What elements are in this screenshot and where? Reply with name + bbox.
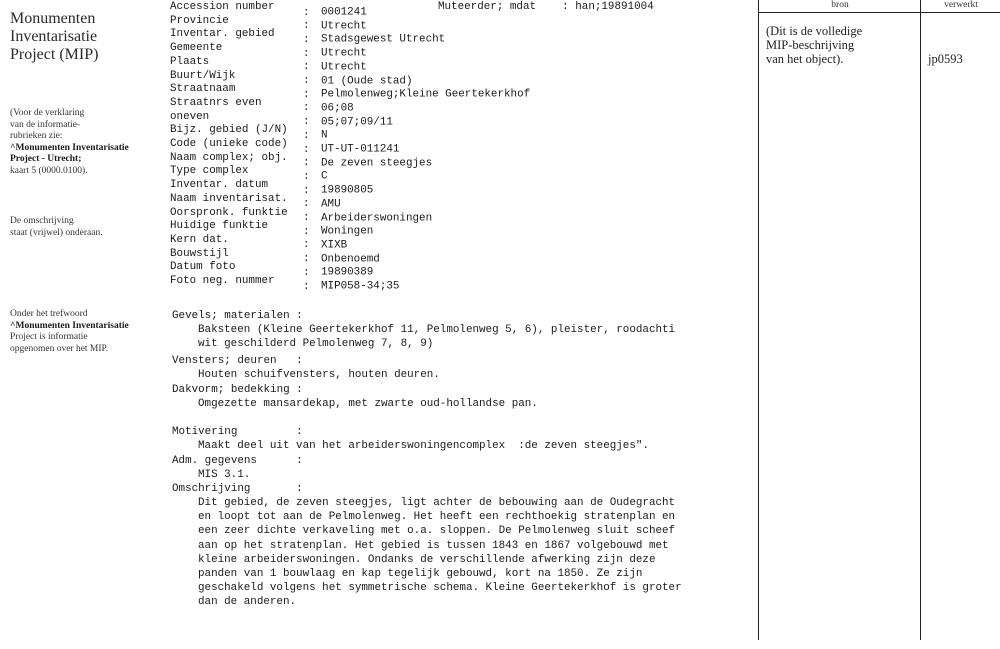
field-colon: :: [303, 212, 310, 224]
field-label: Accession number: [170, 1, 275, 13]
field-label: Type complex: [170, 165, 249, 178]
field-colon: :: [303, 20, 310, 33]
field-label: Bijz. gebied (J/N): [170, 124, 288, 137]
record-body: [170, 0, 755, 649]
field-row: [170, 275, 399, 294]
field-label: Inventar. datum: [170, 179, 269, 192]
field-value: UT-UT-011241: [321, 143, 400, 156]
field-label: Bouwstijl: [170, 247, 229, 260]
field-value: Woningen: [321, 225, 374, 238]
motivering-line: Maakt deel uit van het arbeiderswoningencomplex :de zeven steegjes".: [198, 440, 649, 452]
field-value: XIXB: [321, 239, 348, 252]
verwerkt-column-header: verwerkt: [944, 0, 978, 10]
adm-line: MIS 3.1.: [198, 469, 251, 481]
field-value: Utrecht: [321, 47, 367, 60]
keyword-note: [10, 309, 160, 355]
adm-heading: Adm. gegevens :: [172, 455, 303, 467]
omschrijving-line: Dit gebied, de zeven steegjes, ligt achter de bebouwing aan de Oudegracht: [198, 497, 676, 509]
note-line: De omschrijving: [10, 216, 74, 226]
field-value: 19890805: [321, 184, 374, 197]
field-colon: :: [303, 225, 310, 238]
gevels-line: Baksteen (Kleine Geertekerkhof 11, Pelmolenweg 5, 6), pleister, roodachti: [198, 324, 676, 336]
description-note: [10, 216, 160, 239]
field-label: Buurt/Wijk: [170, 69, 236, 82]
field-colon: :: [303, 170, 310, 183]
bron-line: MIP-beschrijving: [766, 38, 855, 52]
bron-text: [766, 24, 916, 66]
verwerkt-code: jp0593: [928, 52, 963, 66]
dakvorm-line: Omgezette mansardekap, met zwarte oud-hollandse pan.: [198, 398, 538, 410]
bron-line: (Dit is de volledige: [766, 24, 863, 38]
note-line: kaart 5 (0000.0100).: [10, 165, 88, 176]
field-label: Kern dat.: [170, 233, 229, 246]
field-colon: :: [303, 102, 310, 115]
field-label: Foto neg. nummer: [170, 275, 275, 287]
field-label: Gemeente: [170, 42, 223, 55]
field-label: Code (unieke code): [170, 138, 288, 150]
dakvorm-heading: Dakvorm; bedekking :: [172, 384, 303, 396]
omschrijving-line: aan op het stratenplan. Het gebied is tussen 1843 en 1867 volgebouwd met: [198, 539, 669, 552]
field-colon: :: [303, 157, 310, 170]
field-colon: :: [303, 143, 310, 156]
field-colon: :: [303, 47, 310, 60]
field-value: Pelmolenweg;Kleine Geertekerkhof: [321, 88, 531, 101]
field-label: Straatnaam: [170, 83, 236, 96]
field-label: Inventar. gebied: [170, 28, 275, 41]
field-colon: :: [303, 266, 310, 279]
field-colon: :: [303, 75, 310, 87]
field-value: Onbenoemd: [321, 253, 380, 266]
vensters-line: Houten schuifvensters, houten deuren.: [198, 369, 440, 381]
omschrijving-line: panden van 1 bouwlaag en kap tegelijk gebouwd, kort na 1850. Ze zijn: [198, 568, 643, 580]
field-label: oneven: [170, 110, 210, 123]
field-label: Huidige funktie: [170, 220, 269, 233]
field-value: C: [321, 170, 328, 183]
field-value: MIP058-34;35: [321, 280, 400, 293]
column-divider: [758, 0, 759, 640]
note-line: opgenomen over het MIP.: [10, 343, 109, 354]
omschrijving-line: dan de anderen.: [198, 596, 297, 609]
motivering-heading: Motivering :: [172, 426, 303, 438]
bron-column-header: bron: [831, 0, 849, 10]
note-line-bold: Project - Utrecht;: [10, 154, 82, 164]
field-label: Straatnrs even: [170, 96, 262, 109]
field-colon: :: [303, 184, 310, 197]
note-line-bold: ^Monumenten Inventarisatie: [10, 320, 129, 331]
note-line: Project is informatie: [10, 332, 88, 342]
omschrijving-line: en loopt tot aan de Pelmolenweg. Het heeft een rechthoekig stratenplan en: [198, 511, 676, 524]
field-value: AMU: [321, 198, 341, 211]
vensters-heading: Vensters; deuren :: [172, 355, 303, 367]
field-label: Naam inventarisat.: [170, 192, 288, 205]
field-colon: :: [303, 33, 310, 46]
note-line: (Voor de verklaring: [10, 108, 85, 118]
field-colon: :: [303, 61, 310, 74]
field-colon: :: [303, 280, 310, 293]
field-value: 06;08: [321, 102, 354, 115]
title-line-2: Inventarisatie: [10, 28, 98, 45]
field-value: 0001241: [321, 6, 367, 19]
field-value: Stadsgewest Utrecht: [321, 33, 446, 46]
field-colon: :: [303, 116, 310, 129]
column-divider: [920, 0, 921, 640]
field-label: Plaats: [170, 55, 210, 68]
gevels-heading: Gevels; materialen :: [172, 310, 303, 322]
field-colon: :: [303, 6, 310, 19]
field-value: 01 (Oude stad): [321, 75, 413, 87]
omschrijving-line: een zeer dichte verkaveling met o.a. sloppen. De Pelmolenweg sluit scheef: [198, 525, 676, 538]
field-value: 05;07;09/11: [321, 116, 393, 129]
document-title: [10, 10, 150, 64]
note-line: van de informatie-: [10, 119, 81, 130]
field-label: Naam complex; obj.: [170, 151, 288, 164]
field-label: Provincie: [170, 14, 229, 27]
field-colon: :: [303, 198, 310, 211]
note-line: staat (vrijwel) onderaan.: [10, 227, 103, 238]
omschrijving-line: geschakeld volgens het symmetrische schema. Kleine Geertekerkhof is groter: [198, 582, 682, 595]
note-line: Onder het trefwoord: [10, 309, 88, 319]
header-rule: [758, 12, 1000, 13]
field-value: 19890389: [321, 266, 374, 279]
muteerder-field: Muteerder; mdat : han;19891004: [438, 1, 654, 13]
title-line-3: Project (MIP): [10, 46, 99, 63]
field-value: Utrecht: [321, 20, 367, 33]
field-colon: :: [303, 88, 310, 101]
field-value: Arbeiderswoningen: [321, 212, 433, 224]
explanation-note: [10, 108, 160, 177]
note-line: rubrieken zie:: [10, 131, 63, 141]
field-colon: :: [303, 253, 310, 266]
field-label: Oorspronk. funktie: [170, 206, 288, 219]
gevels-line: wit geschilderd Pelmolenweg 7, 8, 9): [198, 338, 434, 350]
field-label: Datum foto: [170, 261, 236, 274]
field-value: N: [321, 129, 328, 142]
omschrijving-line: kleine arbeiderswoningen. Ondanks de verschillende afwerking zijn deze: [198, 553, 656, 566]
note-line-bold: ^Monumenten Inventarisatie: [10, 142, 129, 153]
bron-line: van het object).: [766, 52, 844, 66]
omschrijving-heading: Omschrijving :: [172, 483, 303, 495]
field-value: De zeven steegjes: [321, 157, 433, 170]
field-colon: :: [303, 129, 310, 142]
field-value: Utrecht: [321, 61, 367, 74]
field-colon: :: [303, 239, 310, 252]
title-line-1: Monumenten: [10, 10, 96, 27]
